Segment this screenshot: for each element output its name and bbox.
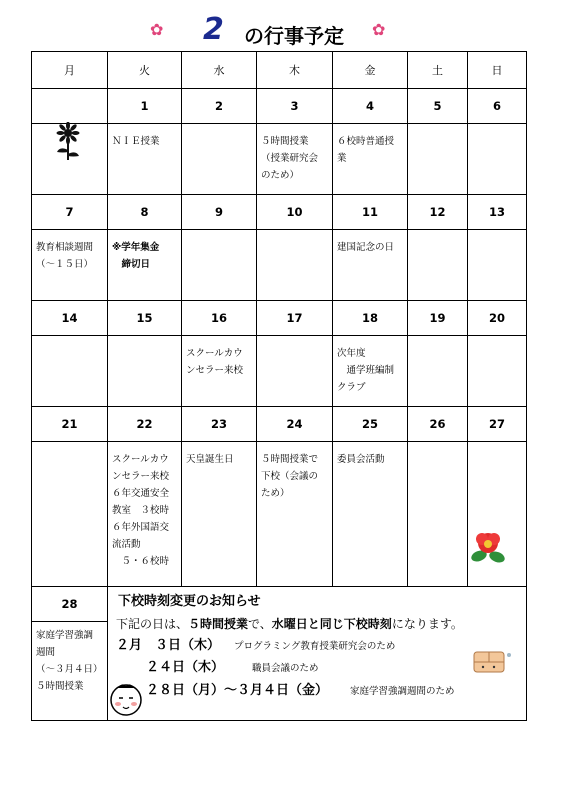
date-cell: 7: [32, 195, 108, 230]
camellia-icon: [470, 528, 506, 566]
flower-icon: ✿: [372, 20, 386, 39]
event-cell: ※学年集金 締切日: [112, 242, 160, 270]
date-cell: 17: [257, 301, 333, 336]
event-cell: ５時間授業で 下校（会議の ため）: [261, 454, 319, 499]
event-cell: 委員会活動: [337, 454, 385, 465]
week1-events: [32, 124, 527, 195]
date-cell: 10: [257, 195, 333, 230]
date-cell: 12: [408, 195, 468, 230]
date-cell: 19: [408, 301, 468, 336]
date-cell: 3: [257, 89, 333, 124]
date-cell: 8: [108, 195, 182, 230]
date-cell: 26: [408, 407, 468, 442]
week5-date-row: [32, 587, 527, 622]
week3-events: [32, 336, 527, 407]
event-cell: [468, 336, 526, 345]
week2-events: [32, 230, 527, 301]
event-cell: スクールカウ ンセラー来校: [186, 348, 244, 376]
month-number: 2: [203, 12, 224, 47]
date-cell: [32, 89, 108, 124]
event-cell: [408, 442, 467, 451]
page-title: [0, 12, 565, 46]
date-cell: 13: [468, 195, 527, 230]
date-cell: 24: [257, 407, 333, 442]
event-cell: [468, 124, 526, 133]
event-cell: 教育相談週間 （～１５日）: [36, 242, 94, 270]
weekday-sun: 日: [468, 52, 527, 89]
week2-dates: [32, 195, 527, 230]
date-cell: 6: [468, 89, 527, 124]
notice-item: ２８日（月）～３月４日（金） 家庭学習強調週間のため: [146, 683, 455, 698]
notice-title: 下校時刻変更のお知らせ: [118, 594, 261, 609]
event-cell: [257, 230, 332, 239]
date-cell: 21: [32, 407, 108, 442]
weekday-sat: 土: [408, 52, 468, 89]
date-cell: 1: [108, 89, 182, 124]
event-cell: 次年度 通学班編制 クラブ: [337, 348, 395, 393]
notice-item: ２４日（木） 職員会議のため: [146, 660, 319, 675]
face-character-icon: [108, 680, 144, 718]
brick-character-icon: [470, 647, 514, 677]
weekday-mon: 月: [32, 52, 108, 89]
date-cell: 25: [333, 407, 408, 442]
date-cell: 23: [182, 407, 257, 442]
week1-dates: [32, 89, 527, 124]
weekday-thu: 木: [257, 52, 333, 89]
event-cell: ６校時普通授 業: [337, 136, 395, 164]
weekday-header-row: [32, 52, 527, 89]
week4-events: [32, 442, 527, 587]
notice-box: [108, 587, 527, 721]
event-cell: [108, 336, 181, 345]
event-cell: [182, 124, 256, 133]
date-cell: 5: [408, 89, 468, 124]
weekday-tue: 火: [108, 52, 182, 89]
event-calendar: [31, 51, 527, 721]
chrysanthemum-icon: [52, 122, 84, 162]
notice-item: ２月 ３日（木） プログラミング教育授業研究会のため: [116, 638, 396, 653]
event-cell: 天皇誕生日: [186, 454, 234, 465]
event-cell: 建国記念の日: [337, 242, 395, 253]
event-cell: [182, 230, 256, 239]
event-cell: ５時間授業 （授業研究会 のため）: [261, 136, 319, 181]
date-cell: 15: [108, 301, 182, 336]
date-cell: 20: [468, 301, 527, 336]
event-cell: [408, 230, 467, 239]
event-cell: スクールカウ ンセラー来校 ６年交通安全 教室 ３校時 ６年外国語交 流活動 ５・６校時: [112, 454, 170, 567]
week3-dates: [32, 301, 527, 336]
date-cell: 27: [468, 407, 527, 442]
event-cell: [257, 336, 332, 345]
weekday-fri: 金: [333, 52, 408, 89]
date-cell: 4: [333, 89, 408, 124]
event-cell: [408, 124, 467, 133]
weekday-wed: 水: [182, 52, 257, 89]
date-cell: 11: [333, 195, 408, 230]
date-cell: 16: [182, 301, 257, 336]
week4-dates: [32, 407, 527, 442]
title-text: の行事予定: [244, 24, 344, 48]
date-cell: 22: [108, 407, 182, 442]
flower-icon: ✿: [150, 20, 164, 39]
event-cell: [468, 230, 526, 239]
event-cell: [468, 442, 526, 451]
date-cell: 9: [182, 195, 257, 230]
event-cell: 家庭学習強調 週間 （～３月４日） ５時間授業: [36, 630, 103, 692]
event-cell: [408, 336, 467, 345]
date-cell: 2: [182, 89, 257, 124]
date-cell: 18: [333, 301, 408, 336]
event-cell: [32, 442, 107, 451]
event-cell: ＮＩＥ授業: [112, 136, 160, 147]
notice-body: 下記の日は、５時間授業で、水曜日と同じ下校時刻になります。: [116, 617, 463, 631]
date-cell: 28: [32, 587, 108, 622]
event-cell: [32, 336, 107, 345]
date-cell: 14: [32, 301, 108, 336]
